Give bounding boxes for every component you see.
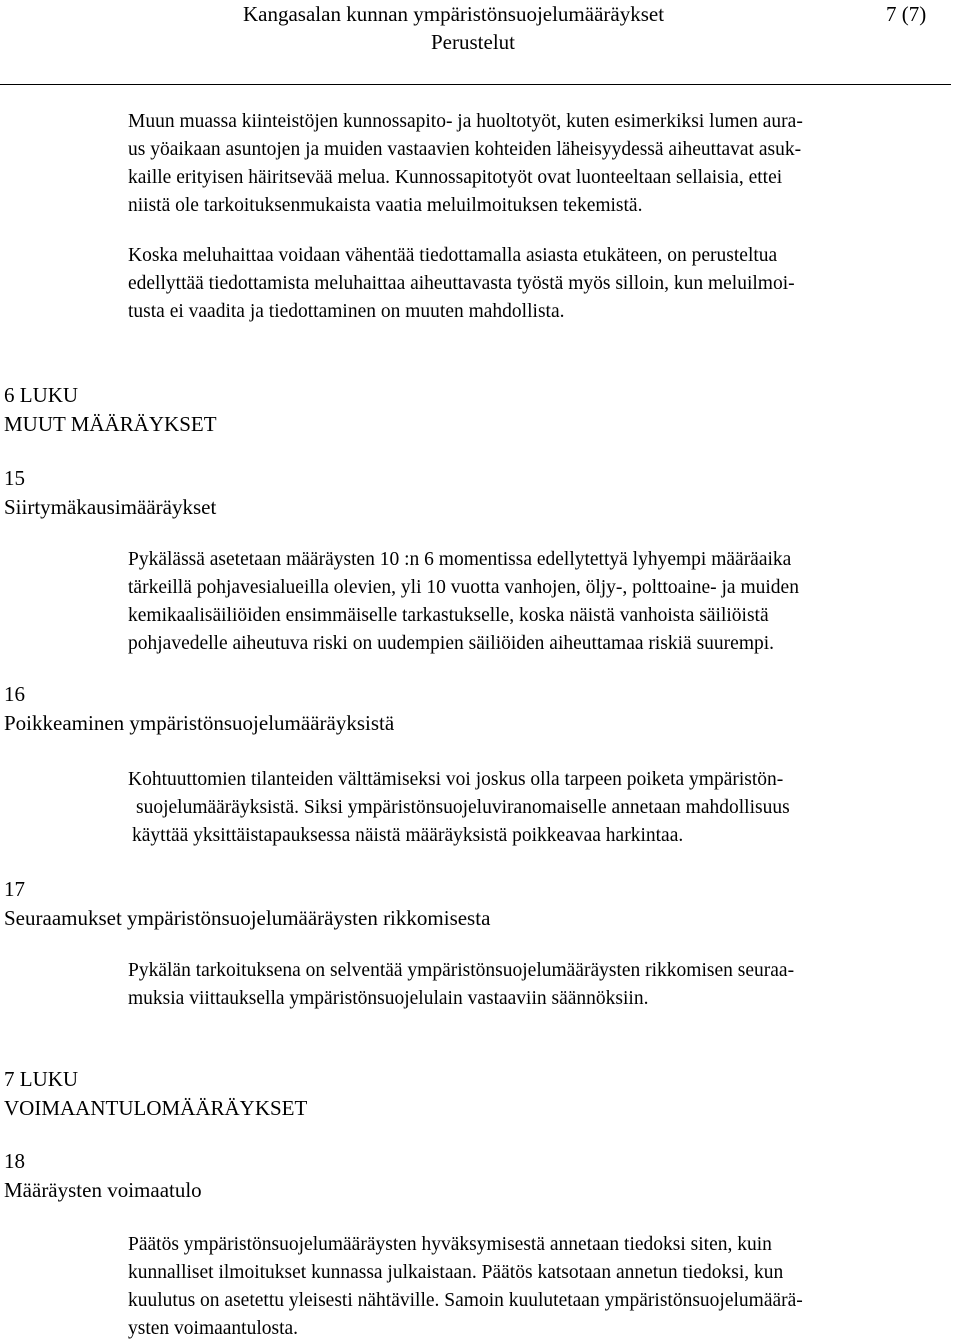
section-number: 16	[4, 682, 25, 706]
text-line: tärkeillä pohjavesialueilla olevien, yli 10 vuotta vanhojen, öljy-, polttoaine- ja muiden	[128, 577, 799, 598]
paragraph-noise-notification	[128, 242, 954, 326]
document-title: Kangasalan kunnan ympäristönsuojelumääräykset	[243, 2, 665, 26]
text-line: Pykälässä asetetaan määräysten 10 :n 6 momentissa edellytettyä lyhyempi määräaika	[128, 549, 792, 570]
section-title: Seuraamukset ympäristönsuojelumääräysten rikkomisesta	[4, 906, 491, 930]
chapter-title: MUUT MÄÄRÄYKSET	[4, 412, 217, 436]
text-line: niistä ole tarkoituksenmukaista vaatia meluilmoituksen tekemistä.	[128, 195, 643, 216]
text-line: kaille erityisen häiritsevää melua. Kunnossapitotyöt ovat luonteeltaan sellaisia, ettei	[128, 167, 783, 188]
chapter-number: 7 LUKU	[4, 1067, 79, 1091]
paragraph-consequences	[128, 957, 954, 1013]
text-line: kemikaalisäiliöiden ensimmäiselle tarkastukselle, koska näistä vanhoista säiliöistä	[128, 605, 769, 626]
chapter-number: 6 LUKU	[4, 383, 79, 407]
text-line: us yöaikaan asuntojen ja muiden vastaavien kohteiden läheisyydessä aiheuttavat asuk-	[128, 139, 802, 160]
section-number: 15	[4, 466, 25, 490]
text-line: käyttää yksittäistapauksessa näistä määräyksistä poikkeavaa harkintaa.	[132, 825, 684, 846]
page-number: 7 (7)	[886, 2, 927, 26]
text-line: suojelumääräyksistä. Siksi ympäristönsuojeluviranomaiselle annetaan mahdollisuus	[136, 797, 790, 818]
text-line: ysten voimaantulosta.	[128, 1318, 299, 1339]
text-line: pohjavedelle aiheutuva riski on uudempien säiliöiden aiheuttamaa riskiä suurempi.	[128, 633, 775, 654]
section-title: Siirtymäkausimääräykset	[4, 495, 217, 519]
section-number: 18	[4, 1149, 25, 1173]
paragraph-deviation	[128, 766, 954, 850]
chapter-7-heading	[4, 1065, 307, 1123]
section-16-heading	[4, 680, 394, 738]
paragraph-transition-provisions	[128, 546, 954, 658]
text-line: Muun muassa kiinteistöjen kunnossapito- ja huoltotyöt, kuten esimerkiksi lumen aura-	[128, 111, 803, 132]
paragraph-maintenance-noise	[128, 108, 954, 220]
text-line: kuulutus on asetettu yleisesti nähtäville. Samoin kuulutetaan ympäristönsuojelumäärä-	[128, 1290, 803, 1311]
chapter-title: VOIMAANTULOMÄÄRÄYKSET	[4, 1096, 308, 1120]
text-line: tusta ei vaadita ja tiedottaminen on muuten mahdollista.	[128, 301, 565, 322]
text-line: Päätös ympäristönsuojelumääräysten hyväksymisestä annetaan tiedoksi siten, kuin	[128, 1234, 772, 1255]
paragraph-entry-into-force	[128, 1231, 954, 1343]
header-rule	[0, 84, 951, 85]
text-line: muksia viittauksella ympäristönsuojelulain vastaaviin säännöksiin.	[128, 988, 649, 1009]
text-line: Pykälän tarkoituksena on selventää ympäristönsuojelumääräysten rikkomisen seuraa-	[128, 960, 795, 981]
chapter-6-heading	[4, 381, 217, 439]
text-line: kunnalliset ilmoitukset kunnassa julkaistaan. Päätös katsotaan annetun tiedoksi, kun	[128, 1262, 784, 1283]
text-line: edellyttää tiedottamista meluhaittaa aiheuttavasta työstä myös silloin, kun meluilmoi-	[128, 273, 795, 294]
section-17-heading	[4, 875, 490, 933]
section-15-heading	[4, 464, 216, 522]
section-number: 17	[4, 877, 25, 901]
section-title: Määräysten voimaatulo	[4, 1178, 202, 1202]
text-line: Kohtuuttomien tilanteiden välttämiseksi voi joskus olla tarpeen poiketa ympäristön-	[128, 769, 784, 790]
text-line: Koska meluhaittaa voidaan vähentää tiedottamalla asiasta etukäteen, on perusteltua	[128, 245, 778, 266]
section-title: Poikkeaminen ympäristönsuojelumääräyksistä	[4, 711, 395, 735]
document-subtitle: Perustelut	[431, 30, 515, 54]
section-18-heading	[4, 1147, 202, 1205]
